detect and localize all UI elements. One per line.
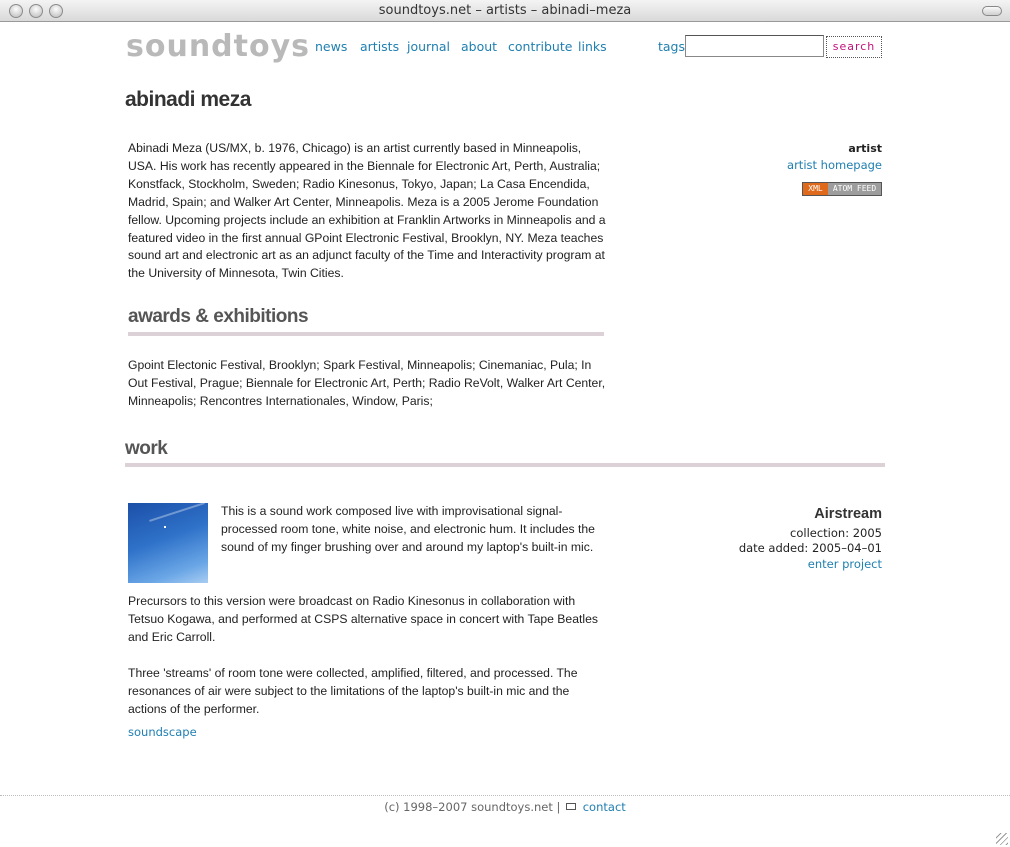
artist-label: artist (848, 142, 882, 155)
enter-project-link[interactable]: enter project (807, 557, 882, 571)
nav-about[interactable]: about (461, 39, 498, 54)
work-thumbnail[interactable] (128, 503, 208, 583)
window-titlebar (0, 0, 1010, 22)
artist-bio: Abinadi Meza (US/MX, b. 1976, Chicago) is an artist currently based in Minneapolis, USA. His work has recently appeared in the Biennale for Electronic Art, Perth, Australia; Konstfack, Stockholm, Sweden; Radio Kinesonus, Tokyo, Japan; La Casa Encendida, Madrid, Spain; and Walker Art Center, Minneapolis. Meza is a 2005 Jerome Foundation fellow. Upcoming projects include an exhibition at Franklin Artworks in Minneapolis and a featured video in the first annual GPoint Electronic Festival, Brooklyn, NY. Meza teaches sound art and electronic art as an adjunct faculty of the Time and Interactivity program at the University of Minnesota, Twin Cities. (128, 141, 606, 281)
toolbar-toggle-button[interactable] (982, 6, 1002, 16)
page-title: abinadi meza (125, 88, 251, 111)
work-title: Airstream (814, 506, 882, 522)
atom-feed-label: ATOM FEED (828, 183, 881, 195)
footer-divider (0, 795, 1010, 796)
work-description-3: Three 'streams' of room tone were collected, amplified, filtered, and processed. The resonances of air were subject to the limitations of the laptop's built-in mic and the actions of the performer. (128, 666, 578, 716)
tags-link[interactable]: tags (658, 39, 686, 54)
work-description-2: Precursors to this version were broadcast on Radio Kinesonus in collaboration with Tetsuo Kogawa, and performed at CSPS alternative space in concert with Tape Beatles and Eric Carroll. (128, 594, 598, 644)
nav-links[interactable]: links (578, 39, 607, 54)
mail-icon (566, 803, 576, 810)
work-collection: collection: 2005 (790, 526, 882, 540)
search-button[interactable]: search (826, 36, 882, 58)
nav-journal[interactable]: journal (407, 39, 451, 54)
artist-homepage-link[interactable]: artist homepage (787, 158, 882, 172)
work-divider (125, 463, 885, 467)
awards-text: Gpoint Electonic Festival, Brooklyn; Spark Festival, Minneapolis; Cinemaniac, Pula; In Out Festival, Prague; Biennale for Electronic Art, Perth; Radio ReVolt, Walker Art Center, Minneapolis; Rencontres Internationales, Window, Paris; (128, 358, 606, 408)
awards-divider (128, 332, 604, 336)
search-input[interactable] (685, 35, 824, 57)
xml-badge-label: XML (803, 183, 828, 195)
thumbnail-star (164, 526, 166, 528)
nav-news[interactable]: news (315, 39, 348, 54)
atom-feed-badge[interactable] (802, 182, 882, 196)
nav-contribute[interactable]: contribute (508, 39, 573, 54)
footer (0, 800, 1010, 814)
work-date-added: date added: 2005–04–01 (738, 541, 882, 555)
nav-artists[interactable]: artists (360, 39, 400, 54)
work-description-1: This is a sound work composed live with improvisational signal-processed room tone, white noise, and electronic hum. It includes the sound of my finger brushing over and around my laptop's built-in mic. (221, 504, 595, 554)
work-heading: work (125, 438, 168, 459)
thumbnail-streak (149, 502, 205, 522)
site-logo[interactable]: soundtoys (126, 29, 311, 64)
awards-heading: awards & exhibitions (128, 306, 309, 327)
footer-copyright: (c) 1998–2007 soundtoys.net | (384, 800, 561, 814)
work-tag-soundscape[interactable]: soundscape (128, 725, 197, 739)
resize-grip-icon[interactable] (996, 833, 1008, 845)
contact-link[interactable]: contact (582, 800, 626, 814)
window-title: soundtoys.net – artists – abinadi–meza (378, 3, 632, 18)
